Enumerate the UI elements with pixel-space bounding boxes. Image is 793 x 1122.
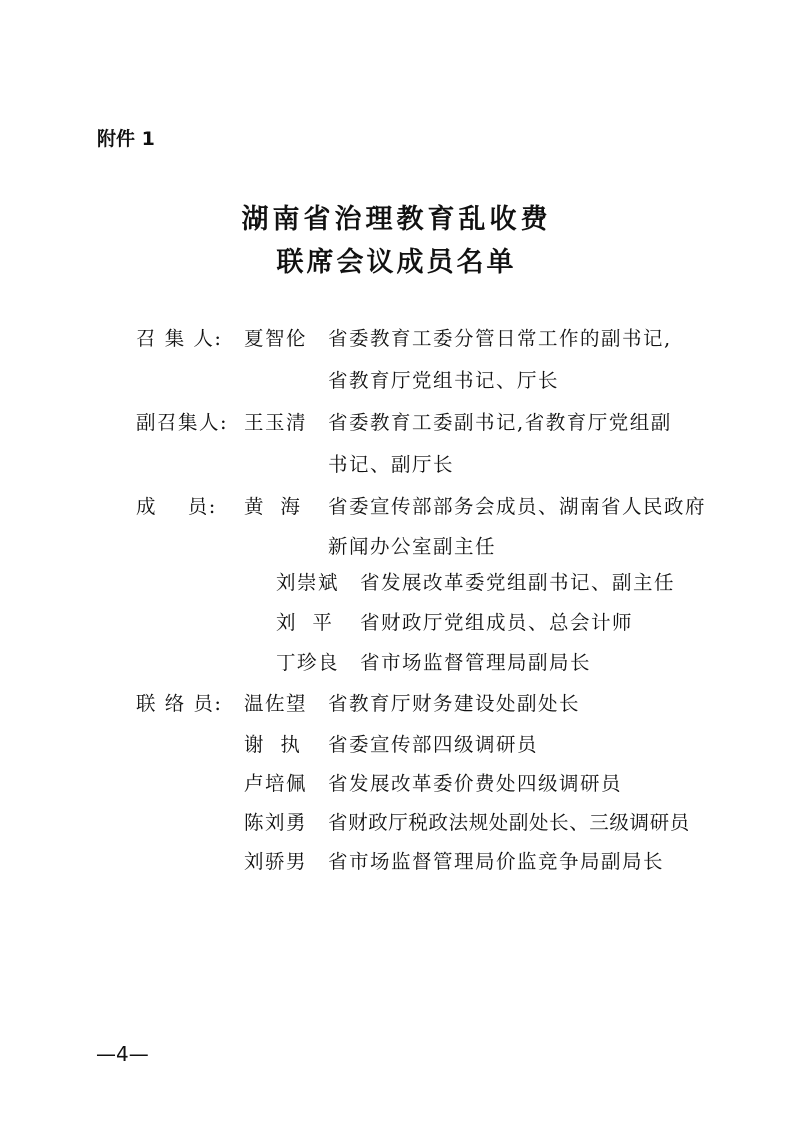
convener-name: 夏智伦: [244, 327, 308, 350]
vice-convener-duty-line-2: 书记、副厅长: [328, 453, 455, 476]
vice-convener-label: 副召集人:: [136, 411, 229, 434]
document-title-line-2: 联席会议成员名单: [276, 247, 517, 278]
member-name: 刘崇斌: [276, 571, 340, 594]
member-name: 刘 平: [276, 611, 334, 634]
member-duty: 省发展改革委党组副书记、副主任: [360, 571, 676, 594]
vice-convener-name: 王玉清: [244, 411, 308, 434]
liaison-name: 谢 执: [244, 733, 302, 756]
member-duty-line-2: 新闻办公室副主任: [328, 535, 497, 558]
liaison-name: 卢培佩: [244, 772, 308, 795]
convener-duty-line-1: 省委教育工委分管日常工作的副书记,: [328, 327, 672, 350]
attachment-label: 附件 1: [97, 128, 155, 150]
document-title-line-1: 湖南省治理教育乱收费: [241, 204, 552, 235]
member-duty: 省市场监督管理局副局长: [360, 651, 592, 674]
page-number: —4—: [96, 1042, 149, 1066]
liaison-duty: 省委宣传部四级调研员: [328, 733, 539, 756]
member-name: 黄 海: [244, 495, 302, 518]
liaison-duty: 省市场监督管理局价监竞争局副局长: [328, 850, 665, 873]
member-name: 丁珍良: [276, 651, 340, 674]
vice-convener-duty-line-1: 省委教育工委副书记,省教育厅党组副: [328, 411, 672, 434]
liaison-name: 陈刘勇: [244, 811, 308, 834]
member-duty-line-1: 省委宣传部部务会成员、湖南省人民政府: [328, 495, 707, 518]
liaison-duty: 省发展改革委价费处四级调研员: [328, 772, 623, 795]
convener-duty-line-2: 省教育厅党组书记、厅长: [328, 369, 560, 392]
liaison-duty: 省教育厅财务建设处副处长: [328, 692, 581, 715]
liaison-label: 联 络 员:: [136, 692, 223, 715]
convener-label: 召 集 人:: [136, 327, 223, 350]
liaison-name: 温佐望: [244, 692, 308, 715]
members-label: 成 员:: [136, 495, 217, 518]
member-duty: 省财政厅党组成员、总会计师: [360, 611, 634, 634]
liaison-duty: 省财政厅税政法规处副处长、三级调研员: [328, 811, 690, 834]
liaison-name: 刘骄男: [244, 850, 308, 873]
